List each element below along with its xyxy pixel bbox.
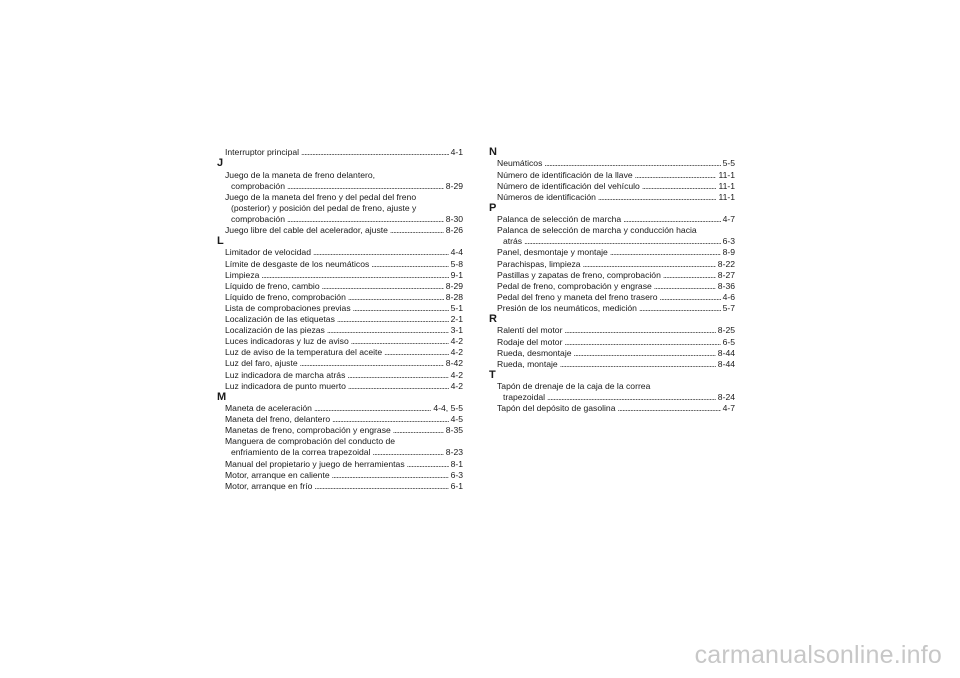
index-page-number: 8-36 [717, 280, 735, 291]
index-page-number: 4-1 [450, 147, 463, 157]
index-entry-line: Juego de la maneta de freno delantero, [225, 169, 376, 180]
index-letter-heading: J [217, 157, 224, 170]
index-entry-text: comprobación [231, 213, 285, 224]
index-entry-text: Tapón del depósito de gasolina [497, 403, 616, 414]
index-page-number: 8-25 [717, 325, 735, 336]
index-page-number: 4-2 [450, 347, 463, 358]
index-entry [225, 225, 463, 236]
dot-leader [300, 358, 444, 369]
dot-leader [337, 314, 449, 325]
index-entry [497, 270, 735, 281]
index-entry [225, 436, 463, 458]
index-entry-text: Rueda, desmontaje [497, 347, 572, 358]
dot-leader [564, 325, 715, 336]
index-entry-line: (posterior) y posición del pedal de freno, ajuste y [231, 202, 417, 213]
index-page-number: 4-7 [722, 403, 735, 414]
index-entry-text: Lista de comprobaciones previas [225, 302, 351, 313]
index-entry [497, 225, 735, 247]
index-letter-heading: T [489, 368, 496, 381]
index-page-number: 8-27 [717, 269, 735, 280]
index-entry [225, 425, 463, 436]
index-page-number: 8-29 [445, 280, 463, 291]
index-page-number: 5-5 [722, 158, 735, 169]
index-page-number: 4-4 [450, 247, 463, 258]
index-page-number: 4-7 [722, 214, 735, 225]
index-entry-text: Manual del propietario y juego de herramientas [225, 458, 405, 469]
index-entry-text: Número de identificación del vehículo [497, 180, 640, 191]
index-entry-text: Presión de los neumáticos, medición [497, 302, 637, 313]
dot-leader [353, 303, 449, 314]
watermark: carmanualsonline.info [694, 641, 942, 669]
dot-leader [322, 281, 444, 292]
index-entry-text: Interruptor principal [225, 147, 300, 157]
dot-leader [373, 447, 444, 458]
index-entry [497, 348, 735, 359]
index-page-number: 5-1 [450, 302, 463, 313]
index-entry-text: Pedal del freno y maneta del freno trasero [497, 291, 658, 302]
dot-leader [547, 392, 716, 403]
index-entry-text: Rueda, montaje [497, 358, 558, 369]
index-entry [225, 470, 463, 481]
index-page-number: 6-3 [450, 469, 463, 480]
dot-leader [583, 259, 716, 270]
dot-leader [524, 236, 720, 247]
index-page-number: 4-2 [450, 336, 463, 347]
dot-leader [314, 481, 448, 492]
index-entry [225, 192, 463, 225]
index-entry [497, 292, 735, 303]
index-entry [225, 292, 463, 303]
dot-leader [574, 348, 716, 359]
index-entry-line: Manguera de comprobación del conducto de [225, 436, 396, 447]
index-page-number: 8-35 [445, 425, 463, 436]
dot-leader [618, 403, 721, 414]
index-entry-text: Líquido de freno, cambio [225, 280, 320, 291]
index-entry-text: Maneta de aceleración [225, 403, 312, 414]
index-entry [225, 336, 463, 347]
index-page-number: 8-44 [717, 347, 735, 358]
index-entry [497, 192, 735, 203]
index-entry-line: Juego de la maneta del freno y del pedal del freno [225, 191, 417, 202]
index-page-number: 8-26 [445, 224, 463, 235]
index-entry [225, 247, 463, 258]
dot-leader [407, 459, 449, 470]
index-entry-text: Luz indicadora de marcha atrás [225, 369, 346, 380]
dot-leader [564, 337, 720, 348]
index-entry-text: Parachispas, limpieza [497, 258, 581, 269]
dot-leader [261, 270, 448, 281]
index-entry-text: Palanca de selección de marcha [497, 214, 622, 225]
dot-leader [371, 259, 448, 270]
dot-leader [348, 292, 444, 303]
index-entry [497, 403, 735, 414]
index-entry [225, 281, 463, 292]
index-column-left [217, 147, 463, 492]
dot-leader [384, 347, 448, 358]
index-entry [225, 270, 463, 281]
dot-leader [332, 470, 449, 481]
index-entry [497, 170, 735, 181]
index-page-number: 9-1 [450, 269, 463, 280]
index-entry [497, 325, 735, 336]
index-entry-text: Juego libre del cable del acelerador, ajuste [225, 224, 388, 235]
dot-leader [287, 214, 444, 225]
index-page-number: 8-22 [717, 258, 735, 269]
dot-leader [348, 381, 449, 392]
index-entry-text: Limitador de velocidad [225, 247, 311, 258]
index-entry-text: Números de identificación [497, 191, 596, 202]
index-entry [225, 403, 463, 414]
index-entry-text: Número de identificación de la llave [497, 169, 633, 180]
index-letter-heading: N [489, 146, 497, 158]
index-entry [225, 314, 463, 325]
index-entry [497, 259, 735, 270]
index-entry [225, 147, 463, 158]
index-entry [497, 281, 735, 292]
index-entry [497, 181, 735, 192]
index-letter-heading: R [489, 313, 497, 326]
index-entry [225, 347, 463, 358]
dot-leader [639, 303, 721, 314]
dot-leader [654, 281, 716, 292]
index-page-number: 5-8 [450, 258, 463, 269]
index-page-number: 6-1 [450, 480, 463, 491]
dot-leader [332, 414, 448, 425]
index-entry-text: Localización de las etiquetas [225, 314, 335, 325]
dot-leader [635, 170, 717, 181]
index-page-number: 3-1 [450, 325, 463, 336]
index-entry-line: Tapón de drenaje de la caja de la correa [497, 381, 651, 392]
index-page-number: 8-9 [722, 247, 735, 258]
index-entry-text: atrás [503, 236, 523, 247]
index-entry-text: Pastillas y zapatas de freno, comprobación [497, 269, 661, 280]
index-entry [497, 381, 735, 403]
dot-leader [623, 214, 720, 225]
index-entry [225, 259, 463, 270]
index-page-number: 11-1 [718, 169, 735, 180]
index-entry [225, 325, 463, 336]
index-entry-text: Luz del faro, ajuste [225, 358, 298, 369]
index-entry [225, 481, 463, 492]
index-entry-text: Neumáticos [497, 158, 543, 169]
index-entry [225, 381, 463, 392]
index-entry-text: Rodaje del motor [497, 336, 563, 347]
index-entry-text: enfriamiento de la correa trapezoidal [231, 447, 371, 458]
index-entry-text: comprobación [231, 180, 285, 191]
dot-leader [314, 403, 431, 414]
index-entry-text: Limpieza [225, 269, 260, 280]
dot-leader [660, 292, 721, 303]
index-page-number: 6-3 [722, 236, 735, 247]
index-entry-text: Límite de desgaste de los neumáticos [225, 258, 370, 269]
index-entry-text: Luces indicadoras y luz de aviso [225, 336, 349, 347]
index-entry-text: Luz de aviso de la temperatura del aceite [225, 347, 383, 358]
index-page-number: 8-28 [445, 291, 463, 302]
index-page-number: 2-1 [450, 314, 463, 325]
index-entry-text: Pedal de freno, comprobación y engrase [497, 280, 652, 291]
dot-leader [610, 247, 721, 258]
index-entry [225, 370, 463, 381]
dot-leader [663, 270, 716, 281]
index-entry-text: Manetas de freno, comprobación y engrase [225, 425, 391, 436]
dot-leader [351, 336, 449, 347]
dot-leader [301, 147, 449, 158]
dot-leader [390, 225, 444, 236]
dot-leader [642, 181, 717, 192]
dot-leader [287, 181, 444, 192]
dot-leader [313, 247, 449, 258]
index-entry [225, 358, 463, 369]
dot-leader [347, 370, 448, 381]
dot-leader [560, 359, 716, 370]
index-page-number: 6-5 [722, 336, 735, 347]
index-page-number: 4-6 [722, 291, 735, 302]
index-page-number: 4-2 [450, 380, 463, 391]
dot-leader [327, 325, 449, 336]
index-letter-heading: P [489, 201, 497, 214]
index-page-number: 5-7 [722, 302, 735, 313]
index-entry-text: Ralentí del motor [497, 325, 563, 336]
index-entry [225, 170, 463, 192]
index-page-number: 4-4, 5-5 [433, 403, 463, 414]
index-letter-heading: L [217, 235, 224, 248]
index-entry [497, 158, 735, 169]
index-page-number: 8-44 [717, 358, 735, 369]
index-entry [225, 303, 463, 314]
index-entry-text: Luz indicadora de punto muerto [225, 380, 346, 391]
index-page-number: 4-5 [450, 414, 463, 425]
index-entry [497, 359, 735, 370]
index-entry [497, 247, 735, 258]
index-entry [497, 214, 735, 225]
index-page-number: 8-24 [717, 392, 735, 403]
index-entry-text: trapezoidal [503, 392, 546, 403]
index-entry-text: Motor, arranque en caliente [225, 469, 330, 480]
index-page-number: 8-30 [445, 213, 463, 224]
index-page-number: 11-1 [718, 180, 735, 191]
index-page-number: 11-1 [718, 191, 735, 202]
dot-leader [544, 158, 720, 169]
dot-leader [393, 425, 444, 436]
index-page-number: 8-29 [445, 180, 463, 191]
index-letter-heading: M [217, 390, 227, 403]
index-page-number: 8-23 [445, 447, 463, 458]
index-page-number: 8-42 [445, 358, 463, 369]
index-entry-text: Panel, desmontaje y montaje [497, 247, 608, 258]
index-page-number: 4-2 [450, 369, 463, 380]
index-column-right [489, 146, 735, 415]
index-page-number: 8-1 [450, 458, 463, 469]
dot-leader [598, 192, 717, 203]
index-entry-text: Localización de las piezas [225, 325, 325, 336]
index-entry [497, 303, 735, 314]
index-entry-text: Maneta del freno, delantero [225, 414, 331, 425]
index-entry-text: Motor, arranque en frío [225, 480, 313, 491]
index-entry [497, 337, 735, 348]
index-entry [225, 414, 463, 425]
index-entry [225, 459, 463, 470]
index-entry-text: Líquido de freno, comprobación [225, 291, 346, 302]
index-entry-line: Palanca de selección de marcha y conducción hacia [497, 225, 697, 236]
